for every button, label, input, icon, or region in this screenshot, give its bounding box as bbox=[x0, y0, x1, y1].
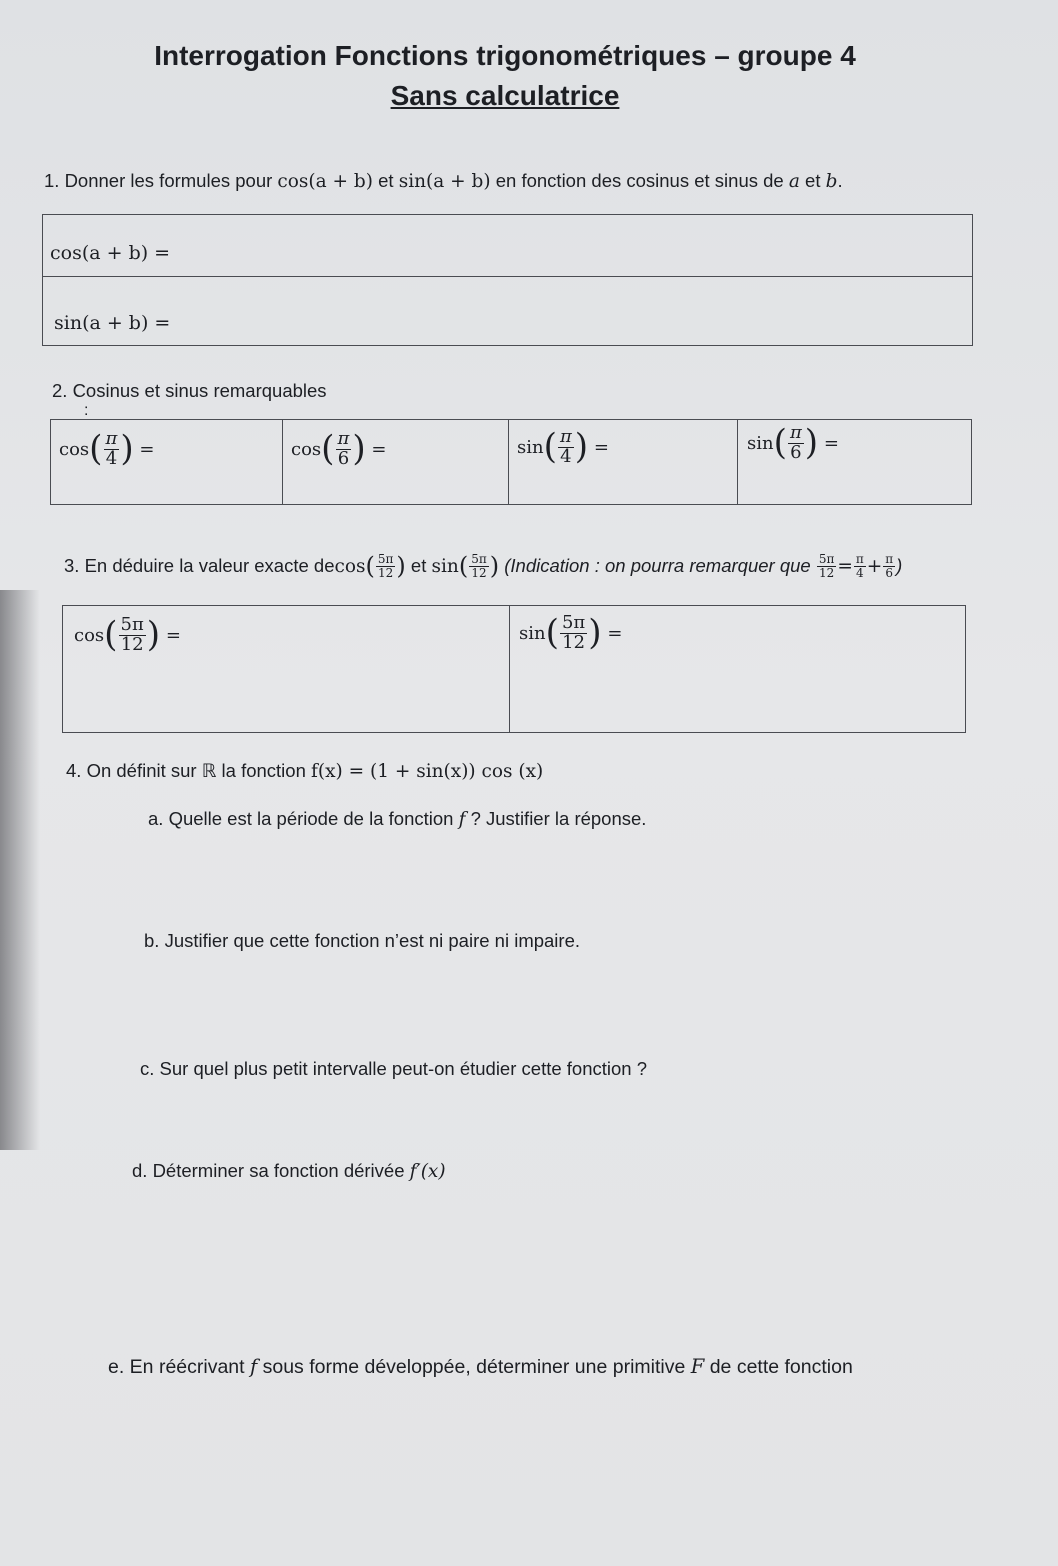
q1-cell-sin[interactable]: sin(a + b) = bbox=[54, 312, 171, 334]
q2-cell-cos-pi-6[interactable]: cos ( $\frac{\pi}{6}$ ) = bbox=[291, 428, 387, 470]
question-4e: e. En réécrivant f sous forme développée, déterminer une primitive F de cette fonction bbox=[108, 1355, 853, 1378]
q2-cell-sin-pi-4[interactable]: sin ( $\frac{\pi}{4}$ ) = bbox=[517, 426, 609, 468]
q1-cell-cos[interactable]: cos(a + b) = bbox=[50, 242, 171, 264]
question-4a: a. Quelle est la période de la fonction f ? Justifier la réponse. bbox=[148, 808, 647, 830]
q1-answer-table bbox=[42, 214, 973, 346]
hand-shadow bbox=[0, 590, 40, 1150]
q1-expr-cos: cos(a + b) bbox=[277, 171, 373, 192]
question-4d: d. Déterminer sa fonction dérivée f′(x) bbox=[132, 1160, 446, 1182]
q2-divider-3 bbox=[737, 420, 738, 504]
page-title: Interrogation Fonctions trigonométriques – groupe 4 bbox=[154, 40, 856, 71]
q3-cell-sin-5pi-12[interactable]: sin ( $\frac{5\pi}{12}$ ) = bbox=[519, 612, 623, 654]
page-subtitle: Sans calculatrice bbox=[390, 80, 620, 111]
question-3: 3. En déduire la valeur exacte de cos ( $\frac{5\pi}{12}$ ) et sin ( $\frac{5\pi}{12}$ ) (Indication : on pourra remarquer que $\frac{5\pi}{12}$ = $\frac{\pi}{4}$ + $\frac{\pi}{6}$ ) bbox=[64, 552, 903, 581]
question-4b: b. Justifier que cette fonction n’est ni paire ni impaire. bbox=[144, 930, 581, 951]
question-1: 1. Donner les formules pour cos(a + b) et sin(a + b) en fonction des cosinus et sinus de a et b. bbox=[44, 170, 843, 192]
q3-cell-cos-5pi-12[interactable]: cos ( $\frac{5\pi}{12}$ ) = bbox=[74, 614, 181, 656]
question-2: 2. Cosinus et sinus remarquables bbox=[52, 380, 327, 401]
q3-answer-table bbox=[62, 605, 966, 733]
q4-function-expr: f(x) = (1 + sin(x)) cos (x) bbox=[311, 761, 544, 782]
q2-divider-2 bbox=[508, 420, 509, 504]
question-2-colon: : bbox=[84, 402, 89, 419]
question-4c: c. Sur quel plus petit intervalle peut-on étudier cette fonction ? bbox=[140, 1058, 647, 1079]
question-4: 4. On définit sur ℝ la fonction f(x) = (1 + sin(x)) cos (x) bbox=[66, 760, 544, 782]
q2-cell-sin-pi-6[interactable]: sin ( $\frac{\pi}{6}$ ) = bbox=[747, 422, 839, 464]
q3-divider bbox=[509, 606, 510, 732]
q1-divider bbox=[42, 276, 973, 277]
q2-divider-1 bbox=[282, 420, 283, 504]
q2-cell-cos-pi-4[interactable]: cos ( $\frac{\pi}{4}$ ) = bbox=[59, 428, 155, 470]
q1-expr-sin: sin(a + b) bbox=[398, 171, 491, 192]
